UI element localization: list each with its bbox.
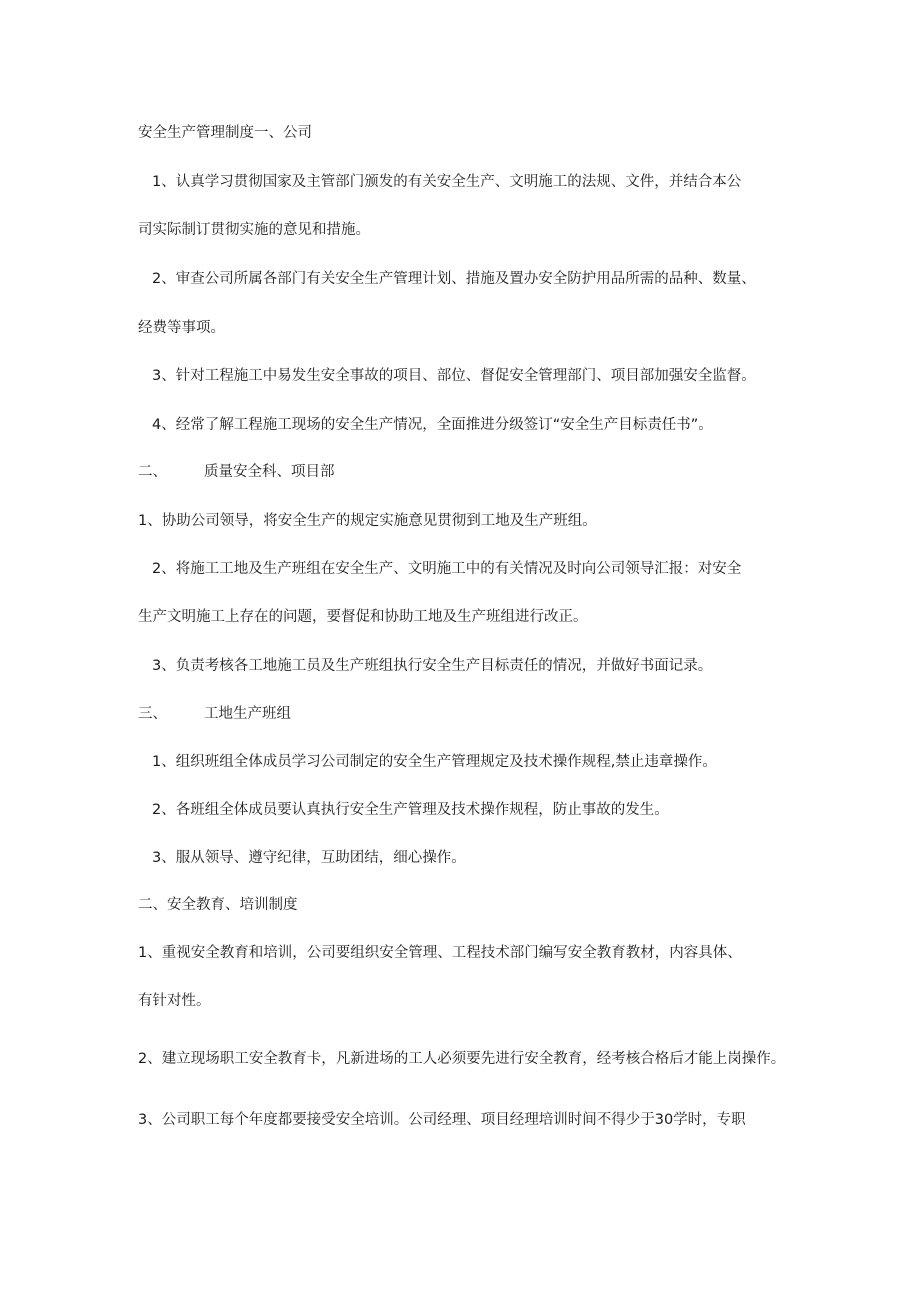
document-title: 安全生产管理制度一、公司 (138, 125, 312, 141)
section4-item3: 3、公司职工每个年度都要接受安全培训。公司经理、项目经理培训时间不得少于30学时，专职 (138, 1112, 746, 1128)
section2-item1: 1、协助公司领导，将安全生产的规定实施意见贯彻到工地及生产班组。 (138, 513, 597, 529)
section4-item2: 2、建立现场职工安全教育卡，凡新进场的工人必须要先进行安全教育，经考核合格后才能上岗操作。 (138, 1051, 786, 1067)
section3-title: 工地生产班组 (204, 706, 291, 722)
section4-heading: 二、安全教育、培训制度 (138, 897, 298, 913)
section4-item1-line2: 有针对性。 (138, 993, 211, 1009)
section1-item3: 3、针对工程施工中易发生安全事故的项目、部位、督促安全管理部门、项目部加强安全监督。 (152, 368, 756, 384)
section1-item2-line1: 2、审查公司所属各部门有关安全生产管理计划、措施及置办安全防护用品所需的品种、数量、 (152, 271, 756, 287)
section2-title: 质量安全科、项目部 (204, 464, 335, 480)
section2-item3: 3、负责考核各工地施工员及生产班组执行安全生产目标责任的情况，并做好书面记录。 (152, 658, 713, 674)
section2-number: 二、 (138, 464, 167, 480)
section3-item2: 2、各班组全体成员要认真执行安全生产管理及技术操作规程，防止事故的发生。 (152, 802, 669, 818)
section4-item1-line1: 1、重视安全教育和培训，公司要组织安全管理、工程技术部门编写安全教育教材，内容具体、 (138, 945, 742, 961)
section2-item2-line2: 生产文明施工上存在的问题，要督促和协助工地及生产班组进行改正。 (138, 609, 588, 625)
section3-item1: 1、组织班组全体成员学习公司制定的安全生产管理规定及技术操作规程,禁止违章操作。 (152, 754, 717, 770)
section1-item1-line1: 1、认真学习贯彻国家及主管部门颁发的有关安全生产、文明施工的法规、文件，并结合本公 (152, 174, 742, 190)
section2-heading (138, 462, 798, 482)
section3-heading (138, 704, 798, 724)
section1-item1-line2: 司实际制订贯彻实施的意见和措施。 (138, 222, 370, 238)
section3-item3: 3、服从领导、遵守纪律，互助团结，细心操作。 (152, 850, 466, 866)
section2-item2-line1: 2、将施工工地及生产班组在安全生产、文明施工中的有关情况及时向公司领导汇报：对安全 (152, 561, 742, 577)
section3-number: 三、 (138, 706, 167, 722)
section1-item4: 4、经常了解工程施工现场的安全生产情况，全面推进分级签订“安全生产目标责任书”。 (152, 417, 713, 433)
section1-item2-line2: 经费等事项。 (138, 320, 225, 336)
